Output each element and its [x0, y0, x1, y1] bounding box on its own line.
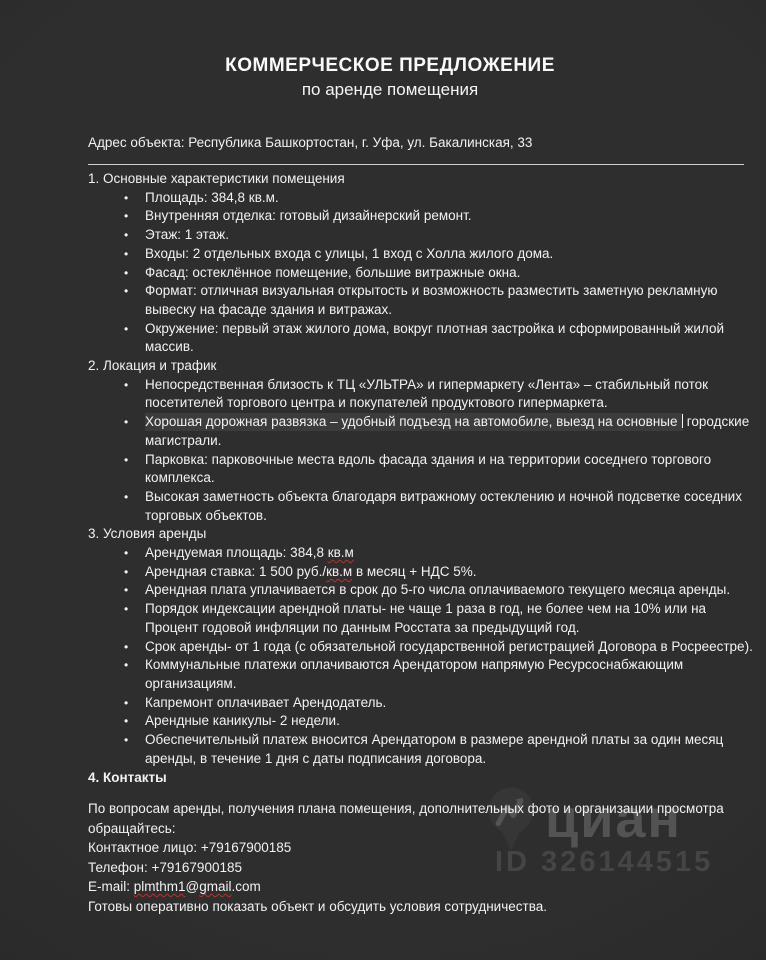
list-item [88, 488, 754, 525]
contact-person: Контактное лицо: +79167900185 [88, 840, 292, 856]
page-subtitle: по аренде помещения [301, 80, 479, 99]
bullet-icon: • [124, 714, 129, 729]
contacts-intro: По вопросам аренды, получения плана помещения, дополнительных фото и организации просмотра обращайтесь: [88, 801, 724, 836]
bullet-icon: • [124, 489, 129, 504]
list-item [88, 320, 754, 357]
listing-id-watermark: ID 326144515 [495, 846, 714, 878]
list-item-text: Обеспечительный платеж вносится Арендатором в размере арендной платы за один месяц аренды, в течение 1 дня с даты подписания договора. [145, 732, 724, 766]
section-heading-contacts: 4. Контакты [88, 769, 167, 785]
list-item-text [145, 413, 749, 448]
list-item-text: Этаж: 1 этаж. [145, 227, 229, 243]
email-tld: .com [231, 879, 261, 895]
document-header [88, 54, 754, 102]
list-item-text: Парковка: парковочные места вдоль фасада здания и на территории соседнего торгового комплекса. [145, 451, 712, 486]
list-item-text [145, 564, 477, 579]
spellcheck-word: кв.м [327, 545, 354, 561]
bullet-icon: • [124, 658, 129, 673]
section-heading-characteristics: 1. Основные характеристики помещения [88, 171, 345, 186]
bullet-icon: • [124, 377, 129, 392]
list-item-text: Арендная плата уплачивается в срок до 5-го числа оплачиваемого текущего месяца аренды. [145, 582, 731, 598]
list-item-text: Высокая заметность объекта благодаря витражному остеклению и ночной подсветке соседних торговых объектов. [145, 488, 742, 523]
list-item [88, 712, 754, 731]
section-heading-lease-terms: 3. Условия аренды [88, 526, 207, 542]
closing-note: Готовы оперативно показать объект и обсудить условия сотрудничества. [88, 898, 547, 914]
list-item-text: Внутренняя отделка: готовый дизайнерский ремонт. [145, 208, 472, 224]
bullet-icon: • [124, 228, 129, 243]
bullet-icon: • [124, 733, 129, 748]
bullet-icon: • [124, 602, 129, 617]
contact-email [88, 877, 754, 897]
cian-logo-text: циан [545, 789, 683, 849]
bullet-icon: • [124, 415, 129, 430]
list-item [88, 694, 754, 713]
list-item [88, 264, 754, 283]
email-label: E-mail: [88, 879, 134, 895]
list-item-text-segment: городские магистрали. [145, 414, 750, 448]
list-item-text: Формат: отличная визуальная открытость и возможность разместить заметную рекламную вывеску на фасаде здания и витражах. [145, 283, 718, 317]
divider-line [88, 164, 744, 165]
list-item [88, 245, 754, 264]
list-item-text: Окружение: первый этаж жилого дома, вокруг плотная застройка и сформированный жилой массив. [145, 320, 724, 355]
bullet-icon: • [124, 190, 129, 205]
list-item [88, 600, 754, 637]
text-cursor [682, 414, 684, 428]
list-item-text: Фасад: остеклённое помещение, большие витражные окна. [145, 264, 521, 280]
list-item-text: Входы: 2 отдельных входа с улицы, 1 вход с Холла жилого дома. [145, 245, 554, 261]
property-address: Адрес объекта: Республика Башкортостан, г. Уфа, ул. Бакалинская, 33 [88, 135, 533, 150]
spellcheck-word: кв.м [326, 563, 353, 579]
email-separator: @ [185, 879, 200, 895]
list-item-text: Арендные каникулы- 2 недели. [145, 713, 340, 729]
list-item [88, 656, 754, 693]
list-item [88, 638, 754, 657]
bullet-icon: • [124, 546, 129, 561]
list-item-text-segment: Хорошая дорожная развязка – удобный подъезд на автомобиле, выезд на основные [145, 414, 678, 430]
document-content [88, 54, 754, 916]
contacts-block [88, 799, 754, 916]
list-item [88, 226, 754, 245]
bullet-icon: • [124, 209, 129, 224]
list-item-text: Коммунальные платежи оплачиваются Арендатором напрямую Ресурсоснабжающим организациям. [145, 657, 684, 691]
list-item [88, 282, 754, 319]
list-item [88, 563, 754, 582]
list-item [88, 451, 754, 488]
list-item-text: Непосредственная близость к ТЦ «УЛЬТРА» и гипермаркету «Лента» – стабильный поток посетителей торгового центра и покупателей продуктового гипермаркета. [145, 376, 709, 411]
list-item-text [145, 545, 354, 560]
list-item-text: Срок аренды- от 1 года (с обязательной государственной регистрацией Договора в Росреестре). [145, 638, 753, 654]
list-item-text: Порядок индексации арендной платы- не чаще 1 раза в год, не более чем на 10% или на Процент годовой инфляции по данным Росстата за предыдущий год. [145, 601, 707, 635]
bullet-icon: • [124, 695, 129, 710]
list-item-text-segment: Арендная ставка: 1 500 руб./ [145, 563, 327, 579]
list-item [88, 413, 754, 450]
bullet-icon: • [124, 452, 129, 467]
bullet-icon: • [124, 564, 129, 579]
list-item-text: Капремонт оплачивает Арендодатель. [145, 694, 387, 710]
list-item-text-segment: в месяц + НДС 5%. [352, 563, 477, 579]
list-item-text: Площадь: 384,8 кв.м. [145, 189, 279, 205]
list-item [88, 581, 754, 600]
bullet-icon: • [124, 321, 129, 336]
contact-phone: Телефон: +79167900185 [88, 859, 242, 875]
list-item [88, 376, 754, 413]
section-heading-location: 2. Локация и трафик [88, 358, 217, 374]
bullet-icon: • [124, 639, 129, 654]
page-title: КОММЕРЧЕСКОЕ ПРЕДЛОЖЕНИЕ [225, 55, 555, 76]
bullet-icon: • [124, 583, 129, 598]
list-item-text-segment: Арендуемая площадь: 384,8 [145, 545, 328, 561]
bullet-icon: • [124, 284, 129, 299]
bullet-icon: • [124, 265, 129, 280]
bullet-icon: • [124, 246, 129, 261]
list-item [88, 189, 754, 208]
spellcheck-word: gmail [199, 879, 232, 895]
list-item [88, 544, 754, 563]
list-item [88, 731, 754, 768]
list-item [88, 207, 754, 226]
spellcheck-word: plmthm1 [133, 879, 186, 895]
highlighted-text [145, 413, 683, 431]
